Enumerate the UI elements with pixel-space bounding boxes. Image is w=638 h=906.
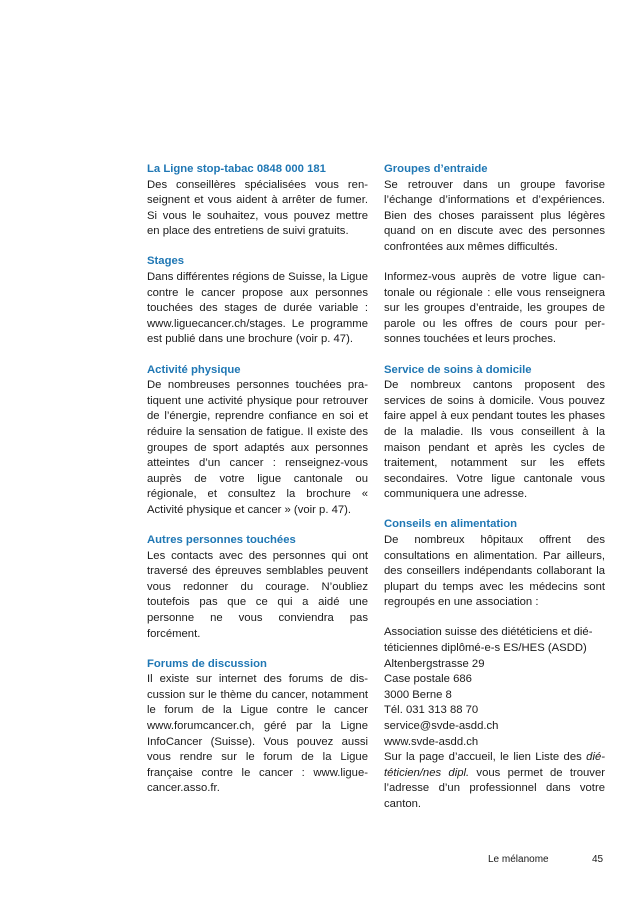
section-paragraph: De nombreux hôpitaux offrent des consultations en alimentation. Par ailleurs, des conseillers indépendants collaborant la plupart du temps avec les médecins sont regroupés en une association :: [384, 533, 605, 609]
closing-text-italic: diététicien/nes dipl.: [384, 751, 605, 779]
phone-number: Tél. 031 313 88 70: [384, 704, 479, 717]
section-heading: Autres personnes touchées: [147, 533, 296, 546]
section-paragraph: Se retrouver dans un groupe favorise l’échange d’informations et d’expériences. Bien des choses paraissent plus légères quand on en discute avec des personnes confrontées aux mêmes difficultés.: [384, 178, 605, 253]
footer-title: Le mélanome: [488, 854, 549, 865]
left-column: [147, 162, 368, 811]
address-line: 3000 Berne 8: [384, 688, 452, 701]
address-line: Altenbergstrasse 29: [384, 657, 485, 670]
closing-text-start: Sur la page d’accueil, le lien Liste des: [384, 751, 587, 764]
email-address: service@svde-asdd.ch: [384, 720, 499, 732]
section-heading: La Ligne stop-tabac 0848 000 181: [147, 163, 326, 175]
website-url: www.svde-asdd.ch: [384, 735, 479, 748]
section-ligne-stop-tabac: [147, 162, 368, 240]
right-column: [384, 162, 605, 827]
section-heading: Activité physique: [147, 363, 241, 376]
section-heading: Conseils en alimentation: [384, 518, 518, 531]
section-paragraph: Dans différentes régions de Suisse, la Ligue contre le cancer propose aux personnes touchées des stages de durée variable : www.liguecancer.ch/stages. Le programme est publié dans une brochure (voir p. 47).: [147, 271, 368, 346]
section-soins-domicile: [384, 363, 605, 503]
section-paragraph: De nombreux cantons proposent des services de soins à domicile. Vous pouvez faire appel à eux pendant toutes les phases de la maladie. Ils vous conseillent à la maison pendant et après les cycles de traitement, notamment sur les effets secondaires. Votre ligue cantonale vous communiquera une adresse.: [384, 379, 605, 501]
section-paragraph: Des conseillères spécialisées vous renseignent et vous aident à arrêter de fumer. Si vous le souhaitez, vous pouvez mettre en place des entretiens de suivi gratuits.: [147, 178, 368, 238]
address-line: Case postale 686: [384, 673, 472, 686]
address-line: téticiennes diplômé-e-s ES/HES (ASDD): [384, 642, 587, 655]
section-heading: Groupes d’entraide: [384, 163, 488, 175]
section-heading: Service de soins à domicile: [384, 363, 532, 376]
section-forums: [147, 657, 368, 797]
section-paragraph: Les contacts avec des personnes qui ont traversé des épreuves semblables peuvent vous redonner du courage. N’oubliez toutefois pas que ce qui a aidé une personne ne vous conviendra pas forcément.: [147, 549, 368, 640]
section-heading: Forums de discussion: [147, 657, 267, 670]
closing-text-end: vous permet de trouver l’adresse d’un professionnel dans votre canton.: [384, 766, 605, 810]
section-autres-personnes: [147, 533, 368, 642]
section-stages: [147, 254, 368, 348]
section-paragraph: Informez-vous auprès de votre ligue cantonale ou régionale : elle vous renseignera sur les groupes d’entraide, les groupes de parole ou les offres de cours pour personnes touchées et leurs proches.: [384, 271, 605, 346]
section-paragraph: Il existe sur internet des forums de discussion sur le thème du cancer, notamment le forum de la Ligue contre le cancer www.forumcancer.ch, géré par la Ligne InfoCancer (Suisse). Vous pouvez aussi vous rendre sur le forum de la Ligue française contre le cancer : www.ligue-cancer.asso.fr.: [147, 673, 368, 795]
page-number: 45: [592, 854, 604, 865]
section-conseils-alimentation: [384, 517, 605, 812]
asdd-address: [384, 625, 605, 750]
section-activite-physique: [147, 363, 368, 519]
section-groupes-entraide: [384, 162, 605, 348]
closing-paragraph: [384, 750, 605, 812]
section-heading: Stages: [147, 255, 185, 268]
address-line: Association suisse des diététiciens et dié-: [384, 626, 593, 639]
section-paragraph: De nombreuses personnes touchées pratiquent une activité physique pour retrouver de l’énergie, reprendre confiance en soi et réduire la sensation de fatigue. Il existe des groupes de sport adaptés aux personnes atteintes d’un cancer : renseignez-vous auprès de votre ligue cantonale ou régionale, et consultez la brochure « Activité physique et cancer » (voir p. 47).: [147, 379, 368, 516]
